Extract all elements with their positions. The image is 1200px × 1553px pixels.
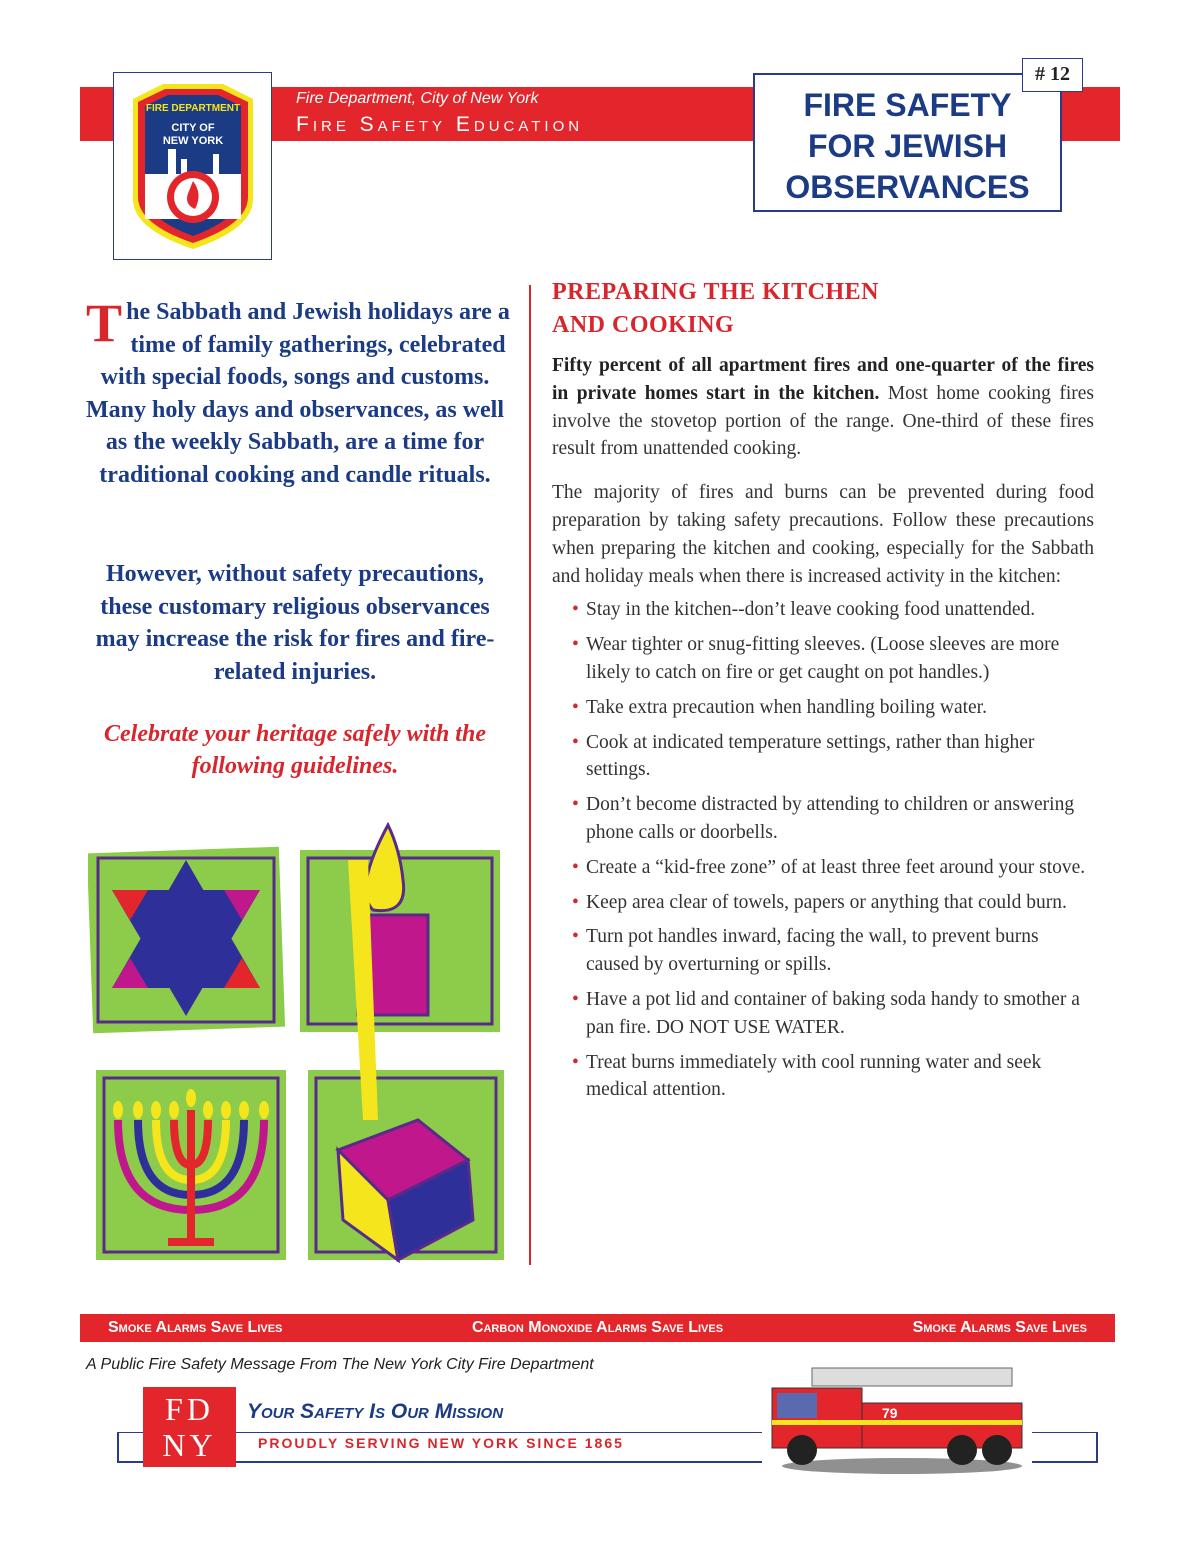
section-body [552,352,1094,1111]
slogan-band [80,1314,1115,1342]
column-divider [529,285,531,1265]
list-item: • Take extra precaution when handling boiling water. [566,694,1094,722]
title-line: OBSERVANCES [785,169,1030,205]
star-of-david-illustration [88,847,285,1034]
stats-rest: Most home cooking fires involve the stovetop portion of the range. One-third of these fires result from unattended cooking. [552,382,1095,460]
svg-text:FIRE DEPARTMENT: FIRE DEPARTMENT [145,102,240,114]
title-line: FIRE SAFETY [803,87,1012,123]
mission-text: Your Safety Is Our Mission [247,1400,504,1423]
fdny-line: FD [165,1391,214,1427]
since-text: PROUDLY SERVING NEW YORK SINCE 1865 [258,1435,624,1451]
document-number: # 12 [1022,58,1083,92]
list-item: • Treat burns immediately with cool running water and seek medical attention. [566,1049,1094,1105]
slogan: Smoke Alarms Save Lives [108,1319,283,1336]
fdny-line: NY [162,1427,217,1463]
fdny-logo-box [143,1387,236,1467]
candle-illustration [300,825,500,1032]
slogan: Smoke Alarms Save Lives [912,1319,1087,1336]
drop-cap: T [86,293,123,353]
precautions-paragraph: The majority of fires and burns can be prevented during food preparation by taking safety precautions. Follow these precautions when preparing the kitchen and cooking, especially for the Sabbath and holiday meals when there is increased activity in the kitchen: [552,482,1094,587]
kitchen-stats-paragraph [552,352,1094,463]
warning-paragraph: However, without safety precautions, these customary religious observances may increase the risk for fires and fire-related injuries. [95,561,495,685]
slogan: Carbon Monoxide Alarms Save Lives [471,1319,724,1336]
svg-text:NEW YORK: NEW YORK [162,134,223,147]
list-item: • Turn pot handles inward, facing the wall, to prevent burns caused by overturning or spills. [566,923,1094,979]
section-heading [552,276,879,342]
menorah-illustration [96,1070,286,1260]
holiday-illustrations [88,820,508,1268]
stats-bold: Fifty percent of all apartment fires and one-quarter of the fires in private homes start in the kitchen. [552,355,1094,404]
heading-line: AND COOKING [552,312,735,338]
title-line: FOR JEWISH [807,128,1008,164]
fdny-logo [113,72,272,260]
intro-paragraph [80,293,510,491]
intro-text: he Sabbath and Jewish holidays are a time of family gatherings, celebrated with special foods, songs and customs. Many holy days and observances, as well as the weekly Sabbath, are a time for traditional cooking and candle rituals. [85,299,510,488]
list-item: • Keep area clear of towels, papers or anything that could burn. [566,889,1094,917]
department-name: Fire Department, City of New York [296,90,539,107]
list-item: • Don’t become distracted by attending to children or answering phone calls or doorbells. [566,791,1094,847]
public-message: A Public Fire Safety Message From The New York City Fire Department [86,1356,594,1373]
fire-truck-illustration [762,1358,1032,1476]
heading-line: PREPARING THE KITCHEN [552,279,879,305]
svg-text:79: 79 [882,1405,898,1421]
celebrate-callout: Celebrate your heritage safely with the following guidelines. [104,721,486,779]
list-item: • Cook at indicated temperature settings, rather than higher settings. [566,729,1094,785]
document-title [753,73,1062,212]
precautions-list [566,596,1094,1104]
list-item: • Create a “kid-free zone” of at least three feet around your stove. [566,854,1094,882]
list-item: • Have a pot lid and container of baking soda handy to smother a pan fire. DO NOT USE WATER. [566,986,1094,1042]
list-item: • Wear tighter or snug-fitting sleeves. (Loose sleeves are more likely to catch on fire or get caught on pot handles.) [566,631,1094,687]
program-name: Fire Safety Education [296,113,584,136]
list-item: • Stay in the kitchen--don’t leave cooking food unattended. [566,596,1094,624]
svg-text:CITY OF: CITY OF [170,121,215,134]
